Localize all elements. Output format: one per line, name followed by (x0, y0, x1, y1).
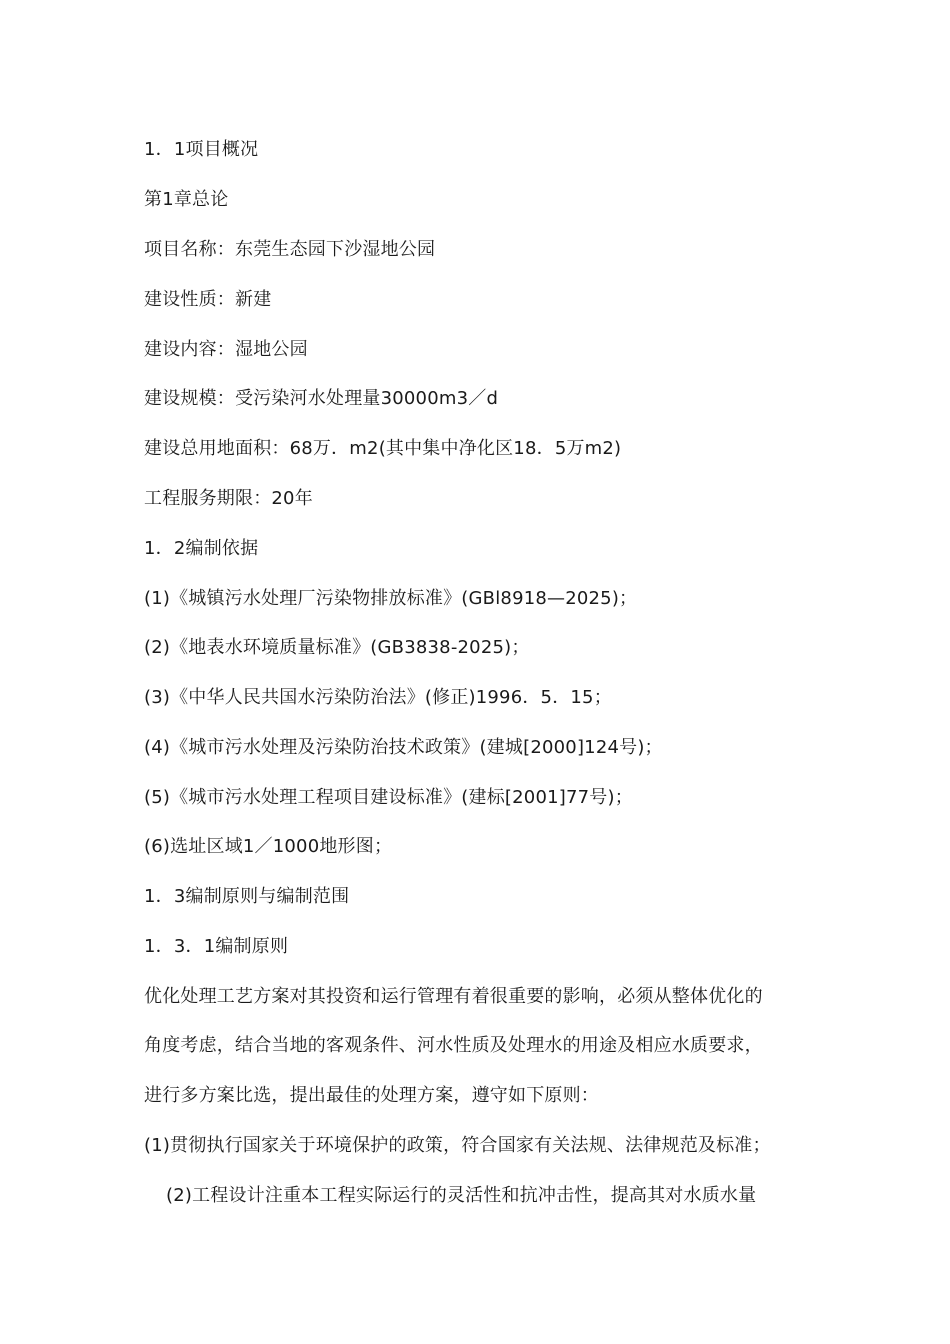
reference-item-4: (4)《城市污水处理及污染防治技术政策》(建城[2000]124号)； (144, 737, 663, 758)
section-heading-1-3-1: 1．3．1编制原则 (144, 936, 289, 957)
paragraph-line: 角度考虑，结合当地的客观条件、河水性质及处理水的用途及相应水质要求， (144, 1035, 763, 1056)
paragraph-line: 优化处理工艺方案对其投资和运行管理有着很重要的影响，必须从整体优化的 (144, 986, 763, 1007)
reference-item-3: (3)《中华人民共国水污染防治法》(修正)1996．5．15； (144, 687, 612, 708)
section-heading-1-2: 1．2编制依据 (144, 538, 259, 559)
construction-nature-line: 建设性质：新建 (144, 289, 272, 310)
section-heading-1-1: 1．1项目概况 (144, 139, 259, 160)
construction-content-line: 建设内容：湿地公园 (144, 339, 308, 360)
reference-item-5: (5)《城市污水处理工程项目建设标准》(建标[2001]77号)； (144, 787, 633, 808)
land-area-line: 建设总用地面积：68万．m2(其中集中净化区18．5万m2) (144, 438, 622, 459)
reference-item-2: (2)《地表水环境质量标准》(GB3838-2025)； (144, 637, 530, 658)
construction-scale-line: 建设规模：受污染河水处理量30000m3／d (144, 388, 499, 409)
reference-item-6: (6)选址区域1／1000地形图； (144, 836, 393, 857)
chapter-title: 第1章总论 (144, 189, 229, 210)
paragraph-line: 进行多方案比选，提出最佳的处理方案，遵守如下原则： (144, 1085, 599, 1106)
principle-item-2: (2)工程设计注重本工程实际运行的灵活性和抗冲击性，提高其对水质水量 (166, 1185, 757, 1206)
reference-item-1: (1)《城镇污水处理厂污染物排放标准》(GBl8918—2025)； (144, 588, 638, 609)
service-period-line: 工程服务期限：20年 (144, 488, 313, 509)
principle-item-1: (1)贯彻执行国家关于环境保护的政策，符合国家有关法规、法律规范及标准； (144, 1135, 771, 1156)
section-heading-1-3: 1．3编制原则与编制范围 (144, 886, 350, 907)
project-name-line: 项目名称：东莞生态园下沙湿地公园 (144, 239, 436, 260)
